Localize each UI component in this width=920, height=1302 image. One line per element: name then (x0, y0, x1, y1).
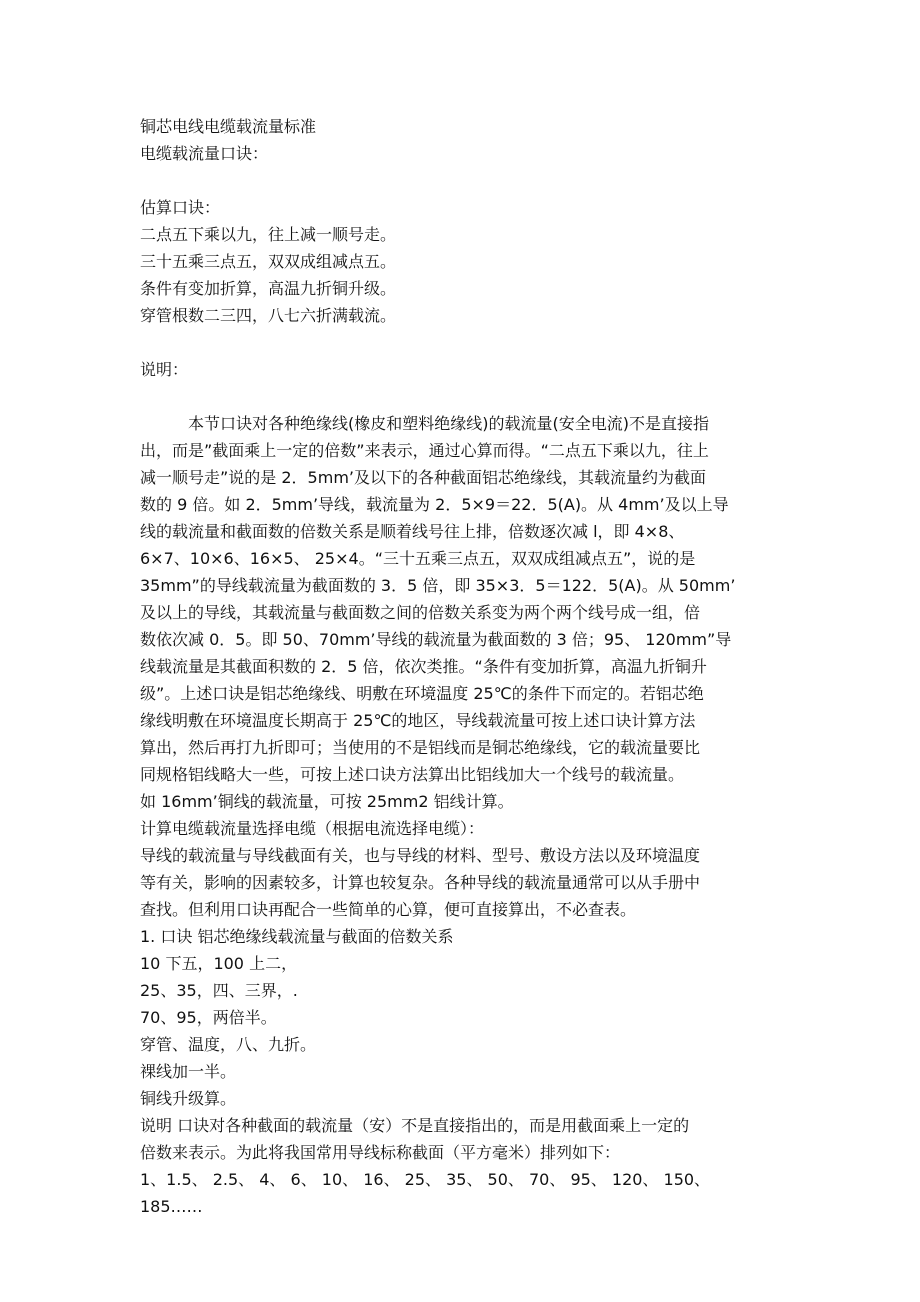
paragraph-line: 查找。但利用口诀再配合一些简单的心算，便可直接算出，不必查表。 (140, 900, 637, 919)
section1-line: 10 下五，100 上二， (140, 954, 298, 973)
paragraph-line: 线的载流量和截面数的倍数关系是顺着线号往上排，倍数逐次减 l，即 4×8、 (140, 522, 685, 541)
note-line: 说明 口诀对各种截面的载流量（安）不是直接指出的，而是用截面乘上一定的 (140, 1116, 690, 1135)
document-subtitle: 电缆载流量口诀： (140, 144, 269, 163)
paragraph-line: 缘线明敷在环境温度长期高于 25℃的地区，导线载流量可按上述口诀计算方法 (140, 711, 696, 730)
paragraph-line: 数依次减 0．5。即 50、70mm’导线的载流量为截面数的 3 倍；95、 120mm”导 (140, 630, 732, 649)
paragraph-line: 出，而是”截面乘上一定的倍数”来表示，通过心算而得。“二点五下乘以九，往上 (140, 441, 709, 460)
section1-line: 25、35，四、三界，. (140, 981, 298, 1000)
paragraph-line: 级”。上述口诀是铝芯绝缘线、明敷在环境温度 25℃的条件下而定的。若铝芯绝 (140, 684, 704, 703)
note-block (140, 1112, 800, 1220)
section1-line: 70、95，两倍半。 (140, 1008, 277, 1027)
paragraph-line: 减一顺号走”说的是 2．5mm’及以下的各种截面铝芯绝缘线，其载流量约为截面 (140, 468, 706, 487)
paragraph-line: 6×7、10×6、16×5、 25×4。“三十五乘三点五，双双成组减点五”，说的是 (140, 549, 696, 568)
rhyme-line: 二点五下乘以九，往上减一顺号走。 (140, 225, 397, 244)
note-line: 倍数来表示。为此将我国常用导线标称截面（平方毫米）排列如下： (140, 1143, 621, 1162)
paragraph-line: 35mm”的导线载流量为截面数的 3．5 倍，即 35×3．5＝122．5(A)。从 50mm’ (140, 576, 736, 595)
paragraph-line: 数的 9 倍。如 2．5mm’导线，载流量为 2．5×9＝22．5(A)。从 4mm’及以上导 (140, 495, 729, 514)
blank-line (140, 383, 800, 410)
paragraph-line: 同规格铝线略大一些，可按上述口诀方法算出比铝线加大一个线号的载流量。 (140, 765, 685, 784)
document-title: 铜芯电线电缆载流量标准 (140, 117, 317, 136)
paragraph-line: 等有关，影响的因素较多，计算也较复杂。各种导线的载流量通常可以从手册中 (140, 873, 701, 892)
paragraph-line: 本节口诀对各种绝缘线(橡皮和塑料绝缘线)的载流量(安全电流)不是直接指 (188, 414, 709, 433)
paragraph-line: 导线的载流量与导线截面有关，也与导线的材料、型号、敷设方法以及环境温度 (140, 846, 701, 865)
paragraph-line: 算出，然后再打九折即可；当使用的不是铝线而是铜芯绝缘线，它的载流量要比 (140, 738, 701, 757)
paragraph-line: 线载流量是其截面积数的 2．5 倍，依次类推。“条件有变加折算，高温九折铜升 (140, 657, 707, 676)
section1-heading: 1. 口诀 铝芯绝缘线载流量与截面的倍数关系 (140, 927, 454, 946)
paragraph-line: 及以上的导线，其载流量与截面数之间的倍数关系变为两个两个线号成一组，倍 (140, 603, 701, 622)
paragraph-line: 如 16mm’铜线的载流量，可按 25mm2 铝线计算。 (140, 792, 514, 811)
blank-line (140, 329, 800, 356)
rhyme-line: 条件有变加折算，高温九折铜升级。 (140, 279, 397, 298)
note-line: 1、1.5、 2.5、 4、 6、 10、 16、 25、 35、 50、 70、 95、 120、 150、 (140, 1170, 711, 1189)
document-page (140, 113, 800, 1220)
section1-line: 裸线加一半。 (140, 1062, 237, 1081)
calc-paragraph (140, 842, 800, 923)
calc-heading: 计算电缆载流量选择电缆（根据电流选择电缆）： (140, 819, 485, 838)
rhyme-line: 三十五乘三点五，双双成组减点五。 (140, 252, 397, 271)
estimation-heading: 估算口诀： (140, 198, 221, 217)
blank-line (140, 167, 800, 194)
section1-line: 穿管、温度，八、九折。 (140, 1035, 317, 1054)
rhyme-line: 穿管根数二三四，八七六折满载流。 (140, 306, 397, 325)
section1-list (140, 950, 800, 1112)
explain-heading: 说明： (140, 360, 189, 379)
explain-paragraph (140, 410, 800, 815)
note-line: 185…… (140, 1197, 203, 1216)
section1-line: 铜线升级算。 (140, 1089, 237, 1108)
